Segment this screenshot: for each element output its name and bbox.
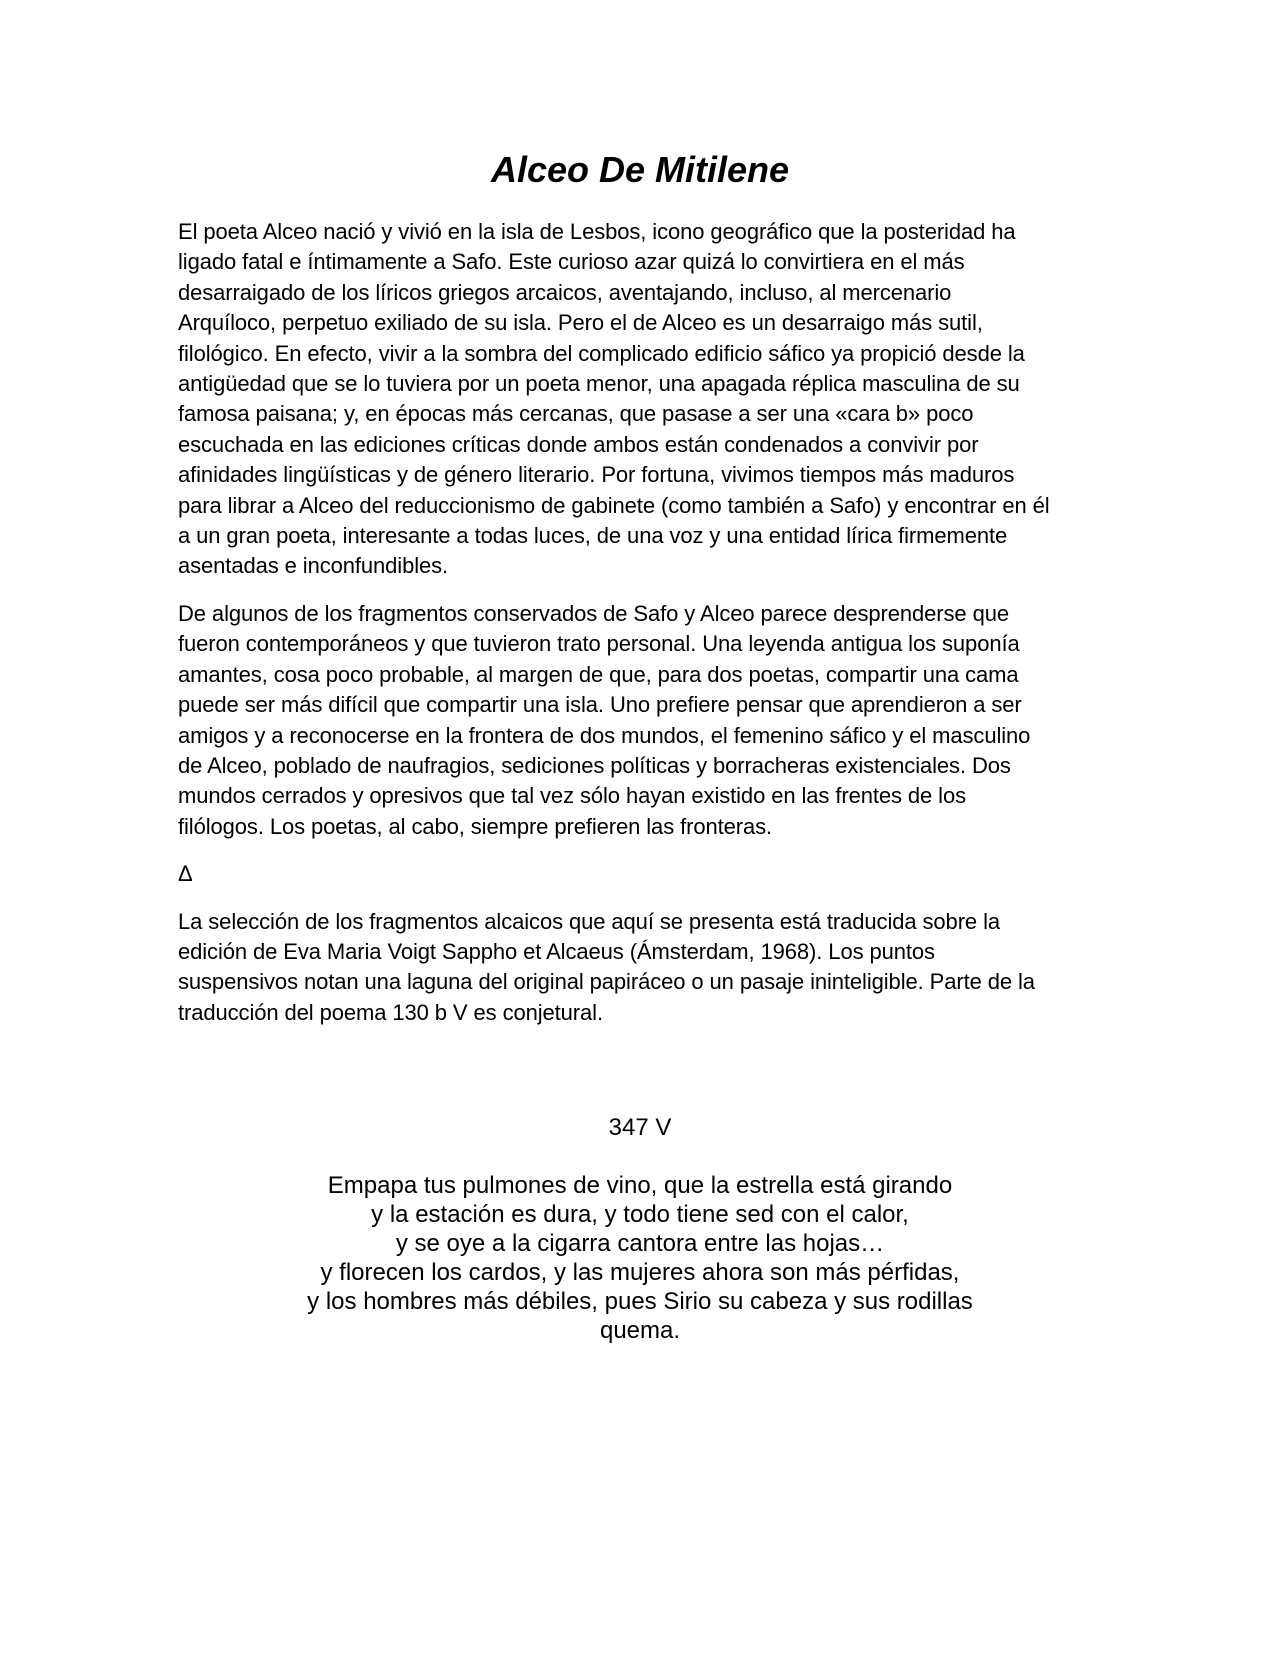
text-line: a un gran poeta, interesante a todas luces, de una voz y una entidad lírica firmemente — [178, 523, 1008, 549]
text-line: escuchada en las ediciones críticas donde ambos están condenados a convivir por — [178, 431, 979, 457]
paragraph-safo-alceo — [178, 599, 1108, 842]
text-line: traducción del poema 130 b V es conjetural. — [178, 999, 603, 1025]
text-line: Arquíloco, perpetuo exiliado de su isla. Pero el de Alceo es un desarraigo más sutil, — [178, 310, 983, 336]
text-line: amantes, cosa poco probable, al margen de que, para dos poetas, compartir una cama — [178, 661, 1019, 687]
text-line: puede ser más difícil que compartir una isla. Uno prefiere pensar que aprendieron a ser — [178, 692, 1022, 718]
text-line: ligado fatal e íntimamente a Safo. Este curioso azar quizá lo convirtiera en el más — [178, 249, 965, 275]
text-line: La selección de los fragmentos alcaicos que aquí se presenta está traducida sobre la — [178, 908, 1000, 934]
poem-line: y la estación es dura, y todo tiene sed con el calor, — [371, 1201, 909, 1228]
paragraph-edition-note — [178, 907, 1108, 1029]
text-line: de Alceo, poblado de naufragios, sediciones políticas y borracheras existenciales. Dos — [178, 752, 1011, 778]
text-line: antigüedad que se lo tuviera por un poeta menor, una apagada réplica masculina de su — [178, 371, 1020, 397]
text-line: edición de Eva Maria Voigt Sappho et Alcaeus (Ámsterdam, 1968). Los puntos — [178, 938, 935, 964]
text-line: filológico. En efecto, vivir a la sombra del complicado edificio sáfico ya propició desde la — [178, 340, 1025, 366]
text-line: suspensivos notan una laguna del original papiráceo o un pasaje ininteligible. Parte de la — [178, 969, 1035, 995]
text-line: De algunos de los fragmentos conservados de Safo y Alceo parece desprenderse que — [178, 600, 1009, 626]
text-line: para librar a Alceo del reduccionismo de gabinete (como también a Safo) y encontrar en él — [178, 492, 1050, 518]
text-line: afinidades lingüísticas y de género literario. Por fortuna, vivimos tiempos más maduros — [178, 462, 1015, 488]
text-line: amigos y a reconocerse en la frontera de dos mundos, el femenino sáfico y el masculino — [178, 722, 1031, 748]
text-line: mundos cerrados y opresivos que tal vez sólo hayan existido en las frentes de los — [178, 783, 967, 809]
paragraph-intro — [178, 217, 1108, 582]
page-title: Alceo De Mitilene — [490, 149, 790, 190]
text-line: famosa paisana; y, en épocas más cercanas, que pasase a ser una «cara b» poco — [178, 401, 974, 427]
text-line: filólogos. Los poetas, al cabo, siempre prefieren las fronteras. — [178, 813, 773, 839]
poem-line: y florecen los cardos, y las mujeres ahora son más pérfidas, — [320, 1259, 960, 1286]
poem-line: y los hombres más débiles, pues Sirio su cabeza y sus rodillas — [307, 1288, 973, 1315]
poem-line: quema. — [599, 1317, 681, 1344]
section-separator: Δ — [178, 861, 193, 887]
text-line: fueron contemporáneos y que tuvieron trato personal. Una leyenda antigua los suponía — [178, 631, 1020, 657]
poem-line: Empapa tus pulmones de vino, que la estrella está girando — [327, 1172, 953, 1199]
text-line: El poeta Alceo nació y vivió en la isla de Lesbos, icono geográfico que la posteridad ha — [178, 219, 1016, 244]
poem-number: 347 V — [608, 1114, 672, 1141]
poem-line: y se oye a la cigarra cantora entre las hojas… — [395, 1230, 885, 1257]
text-line: desarraigado de los líricos griegos arcaicos, aventajando, incluso, al mercenario — [178, 279, 952, 305]
text-line: asentadas e inconfundibles. — [178, 553, 449, 579]
poem-text — [0, 1171, 1280, 1345]
body-text — [178, 217, 1108, 1045]
